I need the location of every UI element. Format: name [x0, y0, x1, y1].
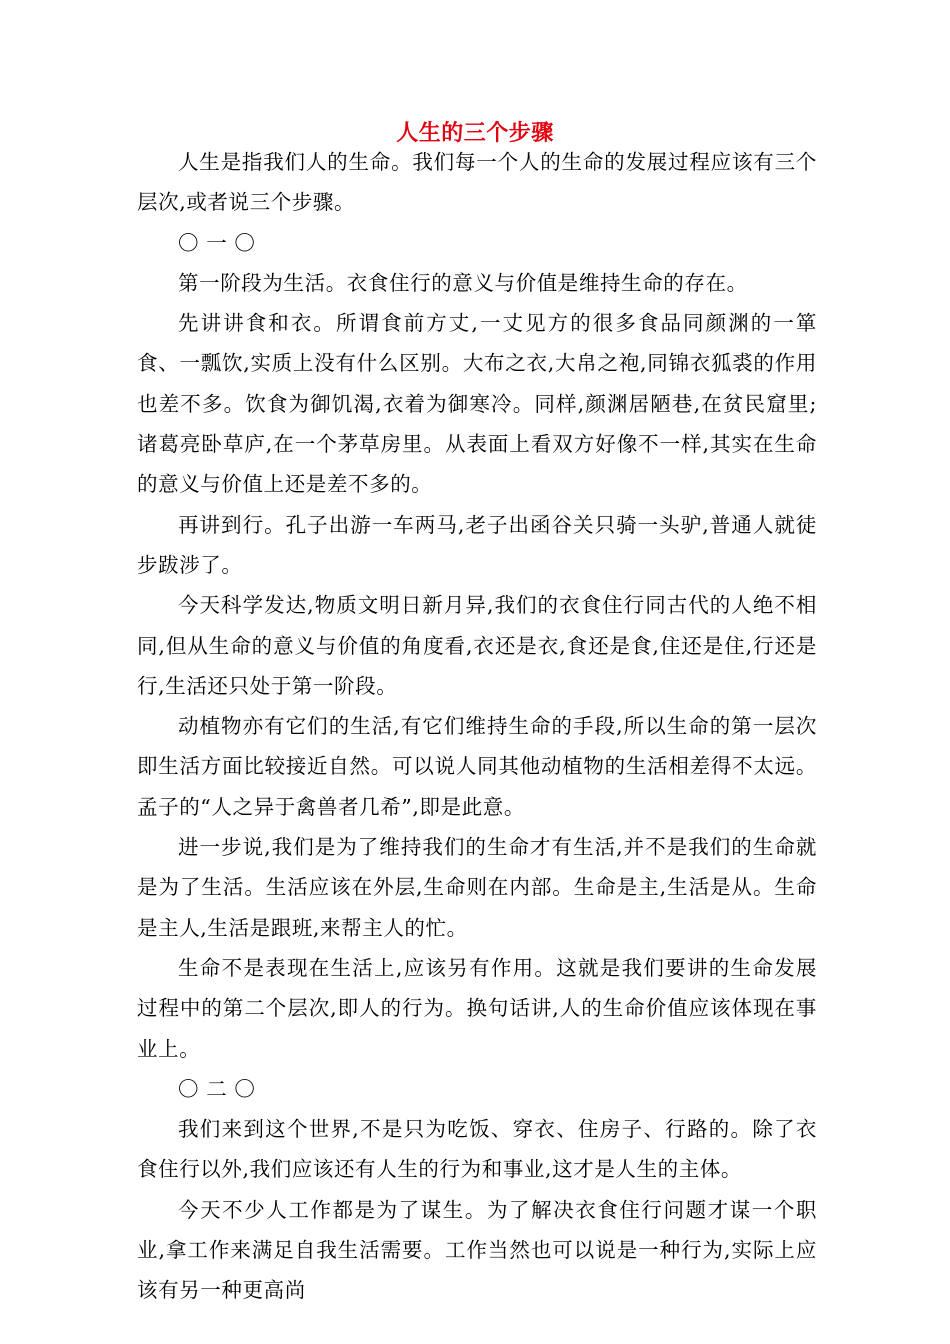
section-marker-two: 〇 二 〇 — [178, 1076, 256, 1101]
paragraph-intro: 人生是指我们人的生命。我们每一个人的生命的发展过程应该有三个层次,或者说三个步骤。 — [137, 150, 817, 215]
document-body — [137, 142, 817, 1311]
paragraph-animals-plants: 动植物亦有它们的生活,有它们维持生命的手段,所以生命的第一层次即生活方面比较接近自然。可以说人同其他动植物的生活相差得不太远。孟子的“人之异于禽兽者几希”,即是此意。 — [137, 714, 817, 819]
paragraph-travel: 再讲到行。孔子出游一车两马,老子出函谷关只骑一头驴,普通人就徒步跋涉了。 — [137, 512, 817, 577]
section-marker-one: 〇 一 〇 — [178, 230, 256, 255]
paragraph-purpose: 我们来到这个世界,不是只为吃饭、穿衣、住房子、行路的。除了衣食住行以外,我们应该还有人生的行为和事业,这才是人生的主体。 — [137, 1117, 817, 1182]
paragraph-modern-science: 今天科学发达,物质文明日新月异,我们的衣食住行同古代的人绝不相同,但从生命的意义与价值的角度看,衣还是衣,食还是食,住还是住,行还是行,生活还只处于第一阶段。 — [137, 593, 817, 698]
paragraph-further: 进一步说,我们是为了维持我们的生命才有生活,并不是我们的生命就是为了生活。生活应该在外层,生命则在内部。生命是主,生活是从。生命是主人,生活是跟班,来帮主人的忙。 — [137, 835, 817, 940]
paragraph-second-level: 生命不是表现在生活上,应该另有作用。这就是我们要讲的生命发展过程中的第二个层次,即人的行为。换句话讲,人的生命价值应该体现在事业上。 — [137, 955, 817, 1061]
paragraph-food-clothing: 先讲讲食和衣。所谓食前方丈,一丈见方的很多食品同颜渊的一箪食、一瓢饮,实质上没有什么区别。大布之衣,大帛之袍,同锦衣狐裘的作用也差不多。饮食为御饥渴,衣着为御寒冷。同样,颜渊居陋巷,在贫民窟里;诸葛亮卧草庐,在一个茅草房里。从表面上看双方好像不一样,其实在生命的意义与价值上还是差不多的。 — [137, 311, 817, 497]
paragraph-stage-one: 第一阶段为生活。衣食住行的意义与价值是维持生命的存在。 — [178, 270, 748, 295]
paragraph-work: 今天不少人工作都是为了谋生。为了解决衣食住行问题才谋一个职业,拿工作来满足自我生活需要。工作当然也可以说是一种行为,实际上应该有另一种更高尚 — [137, 1197, 817, 1303]
document-title: 人生的三个步骤 — [396, 120, 554, 146]
